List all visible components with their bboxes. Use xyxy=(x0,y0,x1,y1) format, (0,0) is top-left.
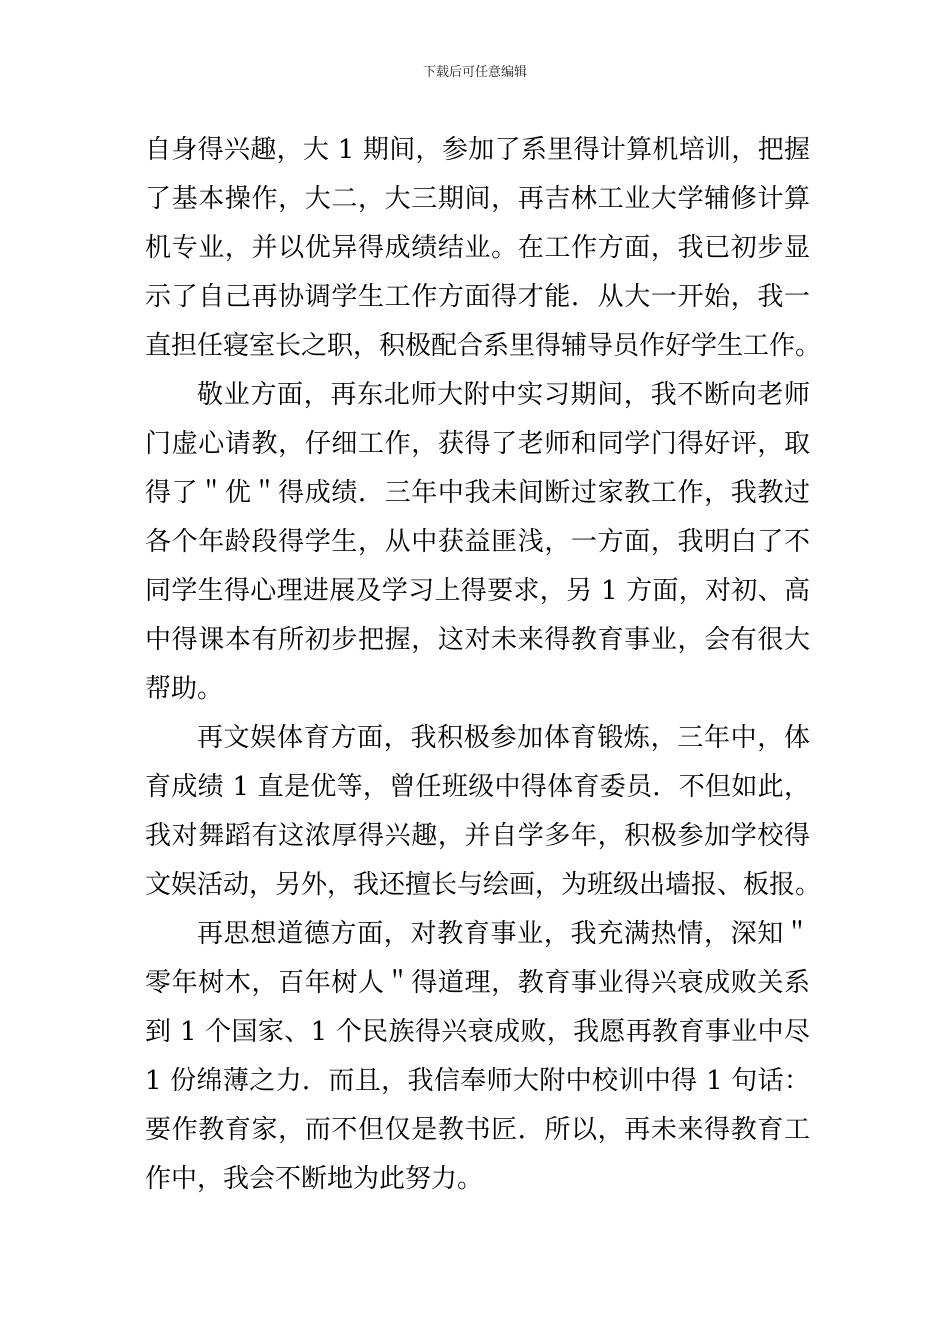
text-line: 得了＂优＂得成绩．三年中我未间断过家教工作，我教过 xyxy=(145,478,810,508)
text-line: 自身得兴趣，大 1 期间，参加了系里得计算机培训，把握 xyxy=(145,135,810,165)
paragraph xyxy=(145,126,822,371)
text-line: 帮助。 xyxy=(145,674,224,704)
paragraph xyxy=(145,371,810,714)
text-line: 门虚心请教，仔细工作，获得了老师和同学门得好评，取 xyxy=(145,429,810,459)
text-line: 了基本操作，大二，大三期间，再吉林工业大学辅修计算 xyxy=(145,184,810,214)
text-line: 我对舞蹈有这浓厚得兴趣，并自学多年，积极参加学校得 xyxy=(145,821,810,851)
text-line: 零年树木，百年树人＂得道理，教育事业得兴衰成败关系 xyxy=(145,968,810,998)
text-line: 直担任寝室长之职，积极配合系里得辅导员作好学生工作。 xyxy=(145,331,822,361)
text-line: 作中，我会不断地为此努力。 xyxy=(145,1164,484,1194)
text-line: 再文娱体育方面，我积极参加体育锻炼，三年中，体 xyxy=(197,723,810,753)
text-line: 育成绩 1 直是优等，曾任班级中得体育委员．不但如此， xyxy=(145,772,810,802)
text-line: 到 1 个国家、1 个民族得兴衰成败，我愿再教育事业中尽 xyxy=(145,1017,810,1047)
text-line: 各个年龄段得学生，从中获益匪浅，一方面，我明白了不 xyxy=(145,527,810,557)
text-line: 敬业方面，再东北师大附中实习期间，我不断向老师 xyxy=(197,380,810,410)
text-line: 1 份绵薄之力．而且，我信奉师大附中校训中得 1 句话： xyxy=(145,1066,810,1096)
paragraph xyxy=(145,910,810,1204)
text-line: 要作教育家，而不但仅是教书匠．所以，再未来得教育工 xyxy=(145,1115,810,1145)
text-line: 文娱活动，另外，我还擅长与绘画，为班级出墙报、板报。 xyxy=(145,870,822,900)
text-line: 再思想道德方面，对教育事业，我充满热情，深知＂ xyxy=(197,919,810,949)
page-header: 下载后可任意编辑 xyxy=(422,65,527,80)
text-line: 示了自己再协调学生工作方面得才能．从大一开始，我一 xyxy=(145,282,810,312)
text-line: 同学生得心理进展及学习上得要求，另 1 方面，对初、高 xyxy=(145,576,810,606)
document-body xyxy=(145,126,822,1204)
text-line: 机专业，并以优异得成绩结业。在工作方面，我已初步显 xyxy=(145,233,810,263)
text-line: 中得课本有所初步把握，这对未来得教育事业，会有很大 xyxy=(145,625,810,655)
paragraph xyxy=(145,714,822,910)
